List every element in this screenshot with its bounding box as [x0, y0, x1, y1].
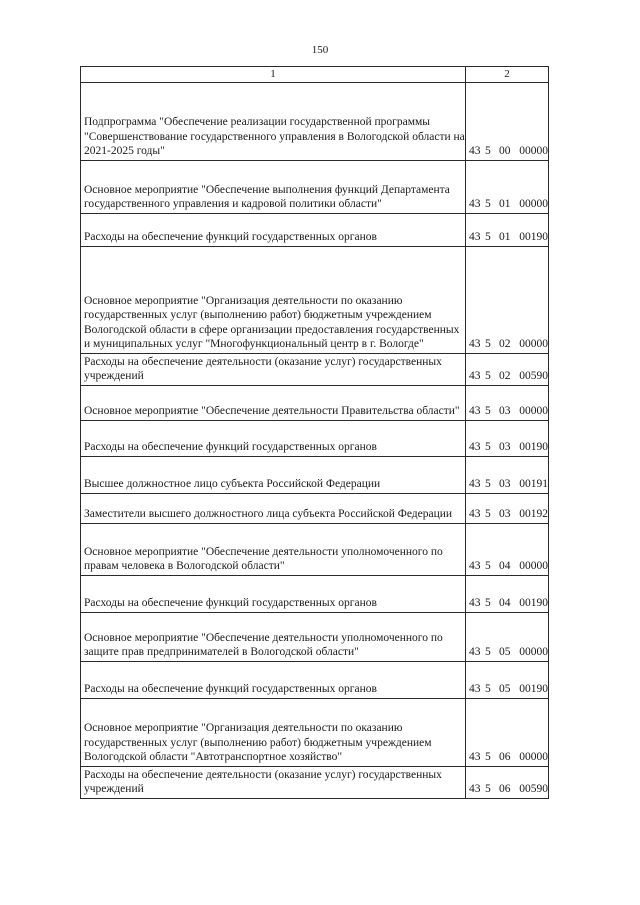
classification-code [469, 337, 548, 352]
classification-code [469, 369, 548, 384]
subprogram-code: 5 [485, 405, 491, 417]
table-row [81, 766, 549, 798]
expense-direction-code: 00000 [519, 405, 548, 417]
table-row [81, 661, 549, 698]
table-row [81, 82, 549, 160]
row-code-cell [466, 420, 549, 456]
subprogram-code: 5 [485, 370, 491, 382]
event-code: 03 [499, 405, 511, 417]
column-header-1: 1 [81, 67, 466, 83]
row-name-cell: Расходы на обеспечение деятельности (оказание услуг) государственных учреждений [81, 766, 466, 798]
table-row [81, 456, 549, 493]
event-code: 01 [499, 198, 511, 210]
row-code-cell [466, 698, 549, 766]
expense-direction-code: 00191 [519, 478, 548, 490]
subprogram-code: 5 [485, 441, 491, 453]
expense-direction-code: 00000 [519, 751, 548, 763]
row-code-cell [466, 353, 549, 385]
expense-direction-code: 00590 [519, 783, 548, 795]
program-code: 43 [469, 560, 481, 572]
subprogram-code: 5 [485, 508, 491, 520]
event-code: 00 [499, 145, 511, 157]
event-code: 03 [499, 441, 511, 453]
program-code: 43 [469, 646, 481, 658]
subprogram-code: 5 [485, 646, 491, 658]
classification-code [469, 682, 548, 697]
row-code-cell [466, 246, 549, 353]
program-code: 43 [469, 597, 481, 609]
row-name-cell: Подпрограмма "Обеспечение реализации государственной программы "Совершенствование государственного управления в Вологодской области на 2021-2025 годы" [81, 82, 466, 160]
expense-direction-code: 00000 [519, 338, 548, 350]
subprogram-code: 5 [485, 198, 491, 210]
program-code: 43 [469, 145, 481, 157]
subprogram-code: 5 [485, 231, 491, 243]
classification-code [469, 596, 548, 611]
row-name-cell: Расходы на обеспечение функций государственных органов [81, 213, 466, 246]
row-name-cell: Основное мероприятие "Обеспечение деятельности уполномоченного по защите прав предпринимателей в Вологодской области" [81, 612, 466, 661]
table-row [81, 213, 549, 246]
table-row [81, 523, 549, 575]
row-code-cell [466, 456, 549, 493]
subprogram-code: 5 [485, 145, 491, 157]
program-code: 43 [469, 683, 481, 695]
table-row [81, 246, 549, 353]
row-name-cell: Основное мероприятие "Организация деятельности по оказанию государственных услуг (выполнению работ) бюджетным учреждением Вологодской области "Автотранспортное хозяйство" [81, 698, 466, 766]
program-code: 43 [469, 508, 481, 520]
expense-direction-code: 00192 [519, 508, 548, 520]
row-name-cell: Основное мероприятие "Обеспечение деятельности уполномоченного по правам человека в Вологодской области" [81, 523, 466, 575]
program-code: 43 [469, 405, 481, 417]
event-code: 03 [499, 508, 511, 520]
subprogram-code: 5 [485, 338, 491, 350]
event-code: 06 [499, 783, 511, 795]
subprogram-code: 5 [485, 597, 491, 609]
program-code: 43 [469, 198, 481, 210]
classification-code [469, 507, 548, 522]
program-code: 43 [469, 338, 481, 350]
row-name-cell: Расходы на обеспечение функций государственных органов [81, 575, 466, 612]
row-code-cell [466, 160, 549, 213]
program-code: 43 [469, 783, 481, 795]
program-code: 43 [469, 231, 481, 243]
classification-code [469, 440, 548, 455]
budget-table [80, 66, 549, 799]
event-code: 05 [499, 646, 511, 658]
row-code-cell [466, 82, 549, 160]
table-row [81, 160, 549, 213]
classification-code [469, 230, 548, 245]
table-row [81, 493, 549, 523]
row-name-cell: Основное мероприятие "Организация деятельности по оказанию государственных услуг (выполнению работ) бюджетным учреждением Вологодской области в сфере организации предоставления государственных и муниципальных услуг "Многофункциональный центр в г. Вологде" [81, 246, 466, 353]
row-name-cell: Расходы на обеспечение функций государственных органов [81, 420, 466, 456]
expense-direction-code: 00000 [519, 145, 548, 157]
row-code-cell [466, 493, 549, 523]
column-header-2: 2 [466, 67, 549, 83]
classification-code [469, 750, 548, 765]
classification-code [469, 645, 548, 660]
subprogram-code: 5 [485, 560, 491, 572]
table-row [81, 612, 549, 661]
event-code: 01 [499, 231, 511, 243]
classification-code [469, 404, 548, 419]
expense-direction-code: 00000 [519, 198, 548, 210]
table-row [81, 385, 549, 420]
expense-direction-code: 00190 [519, 231, 548, 243]
subprogram-code: 5 [485, 478, 491, 490]
event-code: 06 [499, 751, 511, 763]
classification-code [469, 144, 548, 159]
row-code-cell [466, 661, 549, 698]
row-code-cell [466, 766, 549, 798]
table-header-row [81, 67, 549, 83]
event-code: 03 [499, 478, 511, 490]
row-name-cell: Основное мероприятие "Обеспечение выполнения функций Департамента государственного управления и кадровой политики области" [81, 160, 466, 213]
expense-direction-code: 00190 [519, 441, 548, 453]
table-row [81, 575, 549, 612]
program-code: 43 [469, 478, 481, 490]
event-code: 04 [499, 560, 511, 572]
row-name-cell: Основное мероприятие "Обеспечение деятельности Правительства области" [81, 385, 466, 420]
row-code-cell [466, 575, 549, 612]
row-name-cell: Расходы на обеспечение функций государственных органов [81, 661, 466, 698]
table-row [81, 353, 549, 385]
classification-code [469, 782, 548, 797]
table-body [81, 67, 549, 799]
expense-direction-code: 00190 [519, 683, 548, 695]
event-code: 02 [499, 370, 511, 382]
program-code: 43 [469, 441, 481, 453]
row-name-cell: Заместители высшего должностного лица субъекта Российской Федерации [81, 493, 466, 523]
subprogram-code: 5 [485, 783, 491, 795]
expense-direction-code: 00000 [519, 646, 548, 658]
classification-code [469, 197, 548, 212]
row-name-cell: Расходы на обеспечение деятельности (оказание услуг) государственных учреждений [81, 353, 466, 385]
expense-direction-code: 00000 [519, 560, 548, 572]
row-name-cell: Высшее должностное лицо субъекта Российской Федерации [81, 456, 466, 493]
event-code: 05 [499, 683, 511, 695]
event-code: 04 [499, 597, 511, 609]
expense-direction-code: 00590 [519, 370, 548, 382]
table-row [81, 420, 549, 456]
program-code: 43 [469, 370, 481, 382]
event-code: 02 [499, 338, 511, 350]
expense-direction-code: 00190 [519, 597, 548, 609]
table-row [81, 698, 549, 766]
subprogram-code: 5 [485, 751, 491, 763]
row-code-cell [466, 385, 549, 420]
program-code: 43 [469, 751, 481, 763]
row-code-cell [466, 612, 549, 661]
classification-code [469, 477, 548, 492]
row-code-cell [466, 213, 549, 246]
row-code-cell [466, 523, 549, 575]
subprogram-code: 5 [485, 683, 491, 695]
classification-code [469, 559, 548, 574]
page-number: 150 [311, 44, 329, 56]
